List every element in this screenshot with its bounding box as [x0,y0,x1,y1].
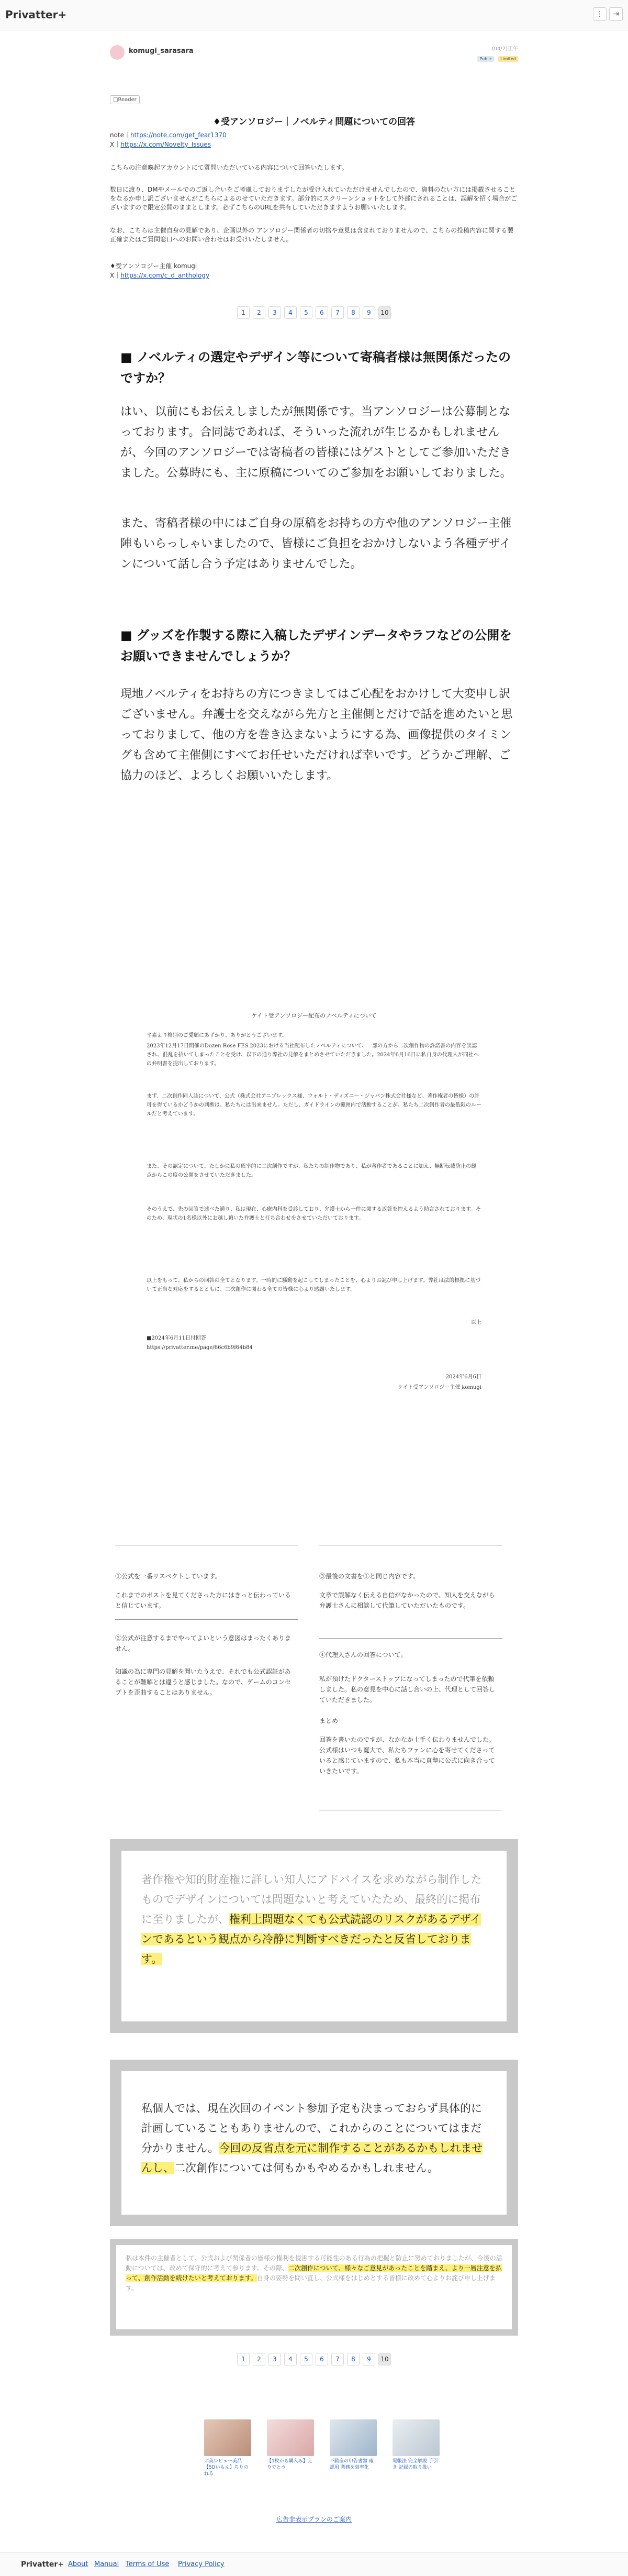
qa-item-2-title: ②公式が注意するまでやってよいという意図はまったくありません。 [115,1634,291,1652]
post-title: ♦受アンソロジー｜ノベルティ問題についての回答 [212,117,416,127]
page-link-10[interactable]: 10 [378,306,391,319]
page-link-10[interactable]: 10 [378,2353,391,2365]
intro-paragraph-1: こちらの注意喚起アカウントにて質問いただいている内容について回答いたします。 [110,164,348,171]
related-caption[interactable]: 電帳法 完全解説 手引き 記録の取り扱い [392,2459,438,2470]
app-title[interactable]: Privatter+ [5,8,67,21]
quote-3-grey: 私は本件の主催者として、公式および関係者の皆様の権利を侵害する可能性のある行為の把握と防止に努めておりましたが、今後の活動については、改めて保守的に考えて参ります。その際、 [126,2254,502,2272]
page-link-6[interactable]: 6 [316,2353,328,2365]
footer-link-manual[interactable]: Manual [94,2560,119,2568]
post-date: (04/2)正午 [491,46,518,52]
related-item[interactable] [204,2419,251,2477]
page-link-8[interactable]: 8 [347,2353,360,2365]
intro-paragraph-2: 数日に渡り、DMやメールでのご返し合いをご考慮しておりますしたが受け入れていただけませんでしたので、資料のない方には掲載させることをなるか申し訳ございませんがこちらによるのせていただきます。部分的にスクリーンショットをして外部にされることは、誤解を招く場合がございますので限定公開のままとします。必ずこちらのURLを共有していただきますようお願いいたします。 [110,186,518,211]
page-link-1[interactable]: 1 [237,2353,250,2365]
qa-divider [319,1638,502,1639]
author-name[interactable]: komugi_sarasara [129,47,194,55]
footer-link-terms[interactable]: Terms of Use [126,2560,170,2568]
ad-free-plan-link[interactable]: 広告非表示プランのご案内 [276,2516,352,2523]
quote-frame-3 [110,2239,518,2336]
page-link-9[interactable]: 9 [363,2353,375,2365]
page-link-7[interactable]: 7 [331,306,344,319]
x-link[interactable]: https://x.com/Novelty_Issues [120,141,211,148]
quote-2-text-a: 私個人では、現在次回のイベント参加予定も決まっておらず具体的に計画していることもありませんので、これからのことについてはまだ分かりません。 [141,2102,482,2154]
qa-item-4-title: ④代理人さんの回答について。 [319,1651,407,1659]
page-link-5[interactable]: 5 [300,2353,312,2365]
page-link-4[interactable]: 4 [284,306,297,319]
footer-link-about[interactable]: About [68,2560,88,2568]
page-link-6[interactable]: 6 [316,306,328,319]
page-link-3[interactable]: 3 [268,2353,281,2365]
quote-1-highlight: 権利上問題なくても公式読認のリスクがあるデザインであるという観点から冷静に判断すべきだったと反省しております。 [141,1913,481,1965]
doc-sign-name: ケイト受アンソロジー主催 komugi [398,1385,481,1390]
footer-brand[interactable]: Privatter+ [21,2560,64,2569]
intro-paragraph-3: なお、こちらは主催自身の見解であり、企画以外の アンソロジー関係者の切捨や意見は含まれておりませんので、こちらの投稿内容に関する製正確またはご質問窓口へのお問い合わせはお受けいたしません。 [110,227,514,243]
section-heading-novelty: ■ ノベルティの選定やデザイン等について寄稿者様は無関係だったのですか？ [120,350,511,385]
related-thumbnail[interactable] [392,2419,440,2456]
x-label: X｜ [110,141,121,148]
section-heading-goods: ■ グッズを作製する際に入稿したデザインデータやラフなどの公開をお願いできませんでしょうか？ [120,628,512,664]
answer-paragraph-2: また、寄稿者様の中にはご自身の原稿をお持ちの方や他のアンソロジー主催陣もいらっしゃいましたので、皆様にご負担をおかけしないよう各種デザインについて話し合う予定はありませんでした。 [120,517,512,571]
quote-frame-1 [110,1839,518,2033]
doc-url-line: https://privatter.me/page/66c6b9f64b84 [147,1345,253,1351]
sig-x-line [110,271,518,280]
qa-item-5-body: 回答を書いたのですが、なかなか上手く伝わりませんでした。公式様はいつも寛大で、私たちファンに心を寄せてくださっていると感じていますので、私も本当に真摯に公式に向き合っていきたいです。 [319,1736,496,1775]
qa-item-3-body: 文章で誤解なく伝える自信がなかったので、知人を交えながら弁護士さんに相談して代筆していただいたものです。 [319,1591,495,1609]
doc-body-1: 2023年12月17日開催のDozen Rose FES.2023における当社配布したノベルティについて、一部の方から二次創作物の許諾書の内容を誤認され、混乱を招いてしまったことを受け、以下の通り弊社の見解をまとめさせていただきました。2024年6月16日に私自身の代理人が同社への弁明書を提出しております。 [147,1043,479,1067]
sig-x-link[interactable]: https://x.com/c_d_anthology [120,272,210,279]
doc-ijo: 以上 [471,1320,481,1325]
related-item[interactable] [392,2419,440,2471]
avatar[interactable] [110,45,125,60]
related-thumbnail[interactable] [204,2419,251,2456]
note-label: note｜ [110,131,131,139]
page-link-2[interactable]: 2 [253,306,265,319]
related-items [204,2419,445,2487]
top-bar [0,0,628,30]
page-link-8[interactable]: 8 [347,306,360,319]
page-link-9[interactable]: 9 [363,306,375,319]
statement-document [110,1008,518,1521]
quote-frame-2 [110,2060,518,2226]
login-icon[interactable]: ⇥ [609,7,623,21]
qa-item-2-body: 知識の為に専門の見解を聞いたうえで、それでも公式認証があることが難解とは違うと感じました。なので、ゲームのコンセプトを歪曲することはありません。 [115,1668,291,1696]
doc-date-line: ■2024年6月11日付回答 [147,1335,206,1341]
doc-body-3: また、その認定について、たしかに私の確率的に二次創作ですが、私たちの制作物であり、私が著作者であることに加え、無断転載防止の観点からこの度の公開をさせていただきました。 [147,1164,477,1178]
reader-mode-button[interactable]: □Reader [110,95,140,104]
related-item[interactable] [267,2419,314,2471]
quote-2-text [141,2098,489,2178]
related-thumbnail[interactable] [330,2419,377,2456]
pagination-bottom [110,2353,518,2365]
footer [0,2552,628,2576]
answer-paragraph-3: 現地ノベルティをお持ちの方につきましてはご心配をおかけして大変申し訳ございません。弁護士を交えながら先方と主催側とだけで話を進めたいと思っておりまして、他の方を巻き込まないようにする為、画像提供のタイミングも含めて主催側にすべてお任せいただければ幸いです。どうかご理解、ご協力のほど、よろしくお願いいたします。 [120,688,513,782]
doc-sign-date: 2024年6月6日 [445,1374,481,1380]
qa-item-5-title: まとめ [319,1717,339,1724]
qa-item-4-body: 私が預けたドクターストップになってしまったので代筆を依頼しました。私の意見を中心に話し合いの上、代理として回答していただきました。 [319,1675,496,1704]
x-line [110,140,518,149]
qa-item-1-body: これまでのポストを見てくださった方にはきっと伝わっていると信じています。 [115,1591,291,1609]
badges [476,52,518,62]
qa-divider [115,1619,298,1620]
doc-greeting: 平素より格別のご愛顧にあずかり、ありがとうございます。 [147,1033,288,1038]
quote-2-text-b: 二次創作については何もかもやめるかもしれません。 [174,2162,439,2174]
answer-paragraph-1: はい、以前にもお伝えしましたが無関係です。当アンソロジーは公募制となっております。合同誌であれば、そういった流れが生じるかもしれませんが、今回のアンソロジーでは寄稿者の皆様にはゲストとしてご参加いただきました。公募時にも、主に原稿についてのご参加をお願いしておりました。 [120,405,512,480]
note-line [110,131,518,140]
quote-2-highlight: 今回の反省点を元に制作することがあるかもしれませんし、 [141,2142,483,2174]
qa-item-1-title: ①公式を一番リスペクトしています。 [115,1573,221,1580]
page-link-3[interactable]: 3 [268,306,281,319]
page-link-7[interactable]: 7 [331,2353,344,2365]
related-caption[interactable]: ぷ美レビュー美品【5Dいもん】ちりのれる [204,2459,249,2477]
related-item[interactable] [330,2419,377,2471]
quote-1-grey: 著作権や知的財産権に詳しい知人にアドバイスを求めながら制作したものでデザインについては問題ないと考えていたため、最終的に掲布に至りましたが、 [141,1873,482,1926]
qa-item-3-title: ③最後の文書を①と同じ内容です。 [319,1573,420,1580]
quote-3-text [126,2253,502,2293]
author-row [110,42,518,68]
related-caption[interactable]: 不動産の申告書類 確認用 業務を効率化 [330,2459,374,2470]
page-link-5[interactable]: 5 [300,306,312,319]
limited-badge: Limited [498,56,518,62]
page-link-1[interactable]: 1 [237,306,250,319]
doc-title: ケイト受アンソロジー配布のノベルティについて [251,1012,377,1019]
public-badge: Public [477,56,494,62]
pagination-top [110,306,518,319]
quote-3-highlight: 二次創作について、様々なご意見があったことを踏まえ、より一層注意を払って、創作活動を続けたいと考えております。 [126,2264,502,2282]
doc-body-4: そのうえで、先の回答で述べた通り、私は現在、心療内科を受診しており、弁護士から一件に関する返答を控えるよう助言されております。そのため、現状の1名様以外にお越し頂いた弁護士と打ち合わせをさせていただいております。 [147,1207,481,1221]
doc-body-2: まず、二次創作同人誌について、公式（株式会社アニプレックス様、ウォルト・ディズニー・ジャパン株式会社様など、著作権者の皆様）の許可を得ているかどうかの判断は、私たちには出来ません。ただし、ガイドラインの範囲内で活動することが、私たち二次創作者の最低限のルールだと考えています。 [147,1093,481,1117]
quote-3-grey-end: 自身の姿勢を問い直し、公式様をはじめとする皆様に改めて心よりお詫び申し上げます。 [126,2274,496,2292]
related-thumbnail[interactable] [267,2419,314,2456]
signature-line: ♦受アンソロジー主催 komugi [110,262,197,270]
quote-1-text [141,1870,489,1969]
page-link-4[interactable]: 4 [284,2353,297,2365]
doc-body-5: 以上をもって、私からの回答の全てとなります。一時的に騒動を起こしてしまったことを、心よりお詫び申し上げます。弊社は法的根拠に基づいて正当な対応をするとともに、二次創作に関わる全ての皆様に心より感謝いたします。 [147,1278,481,1292]
page-link-2[interactable]: 2 [253,2353,265,2365]
menu-icon[interactable]: ⋮ [593,7,607,21]
related-caption[interactable]: 【1枚から購入み】えりでとう [267,2459,312,2470]
sig-x-label: X｜ [110,272,121,279]
footer-link-privacy[interactable]: Privacy Policy [178,2560,225,2568]
note-link[interactable]: https://note.com/get_fear1370 [130,131,227,139]
